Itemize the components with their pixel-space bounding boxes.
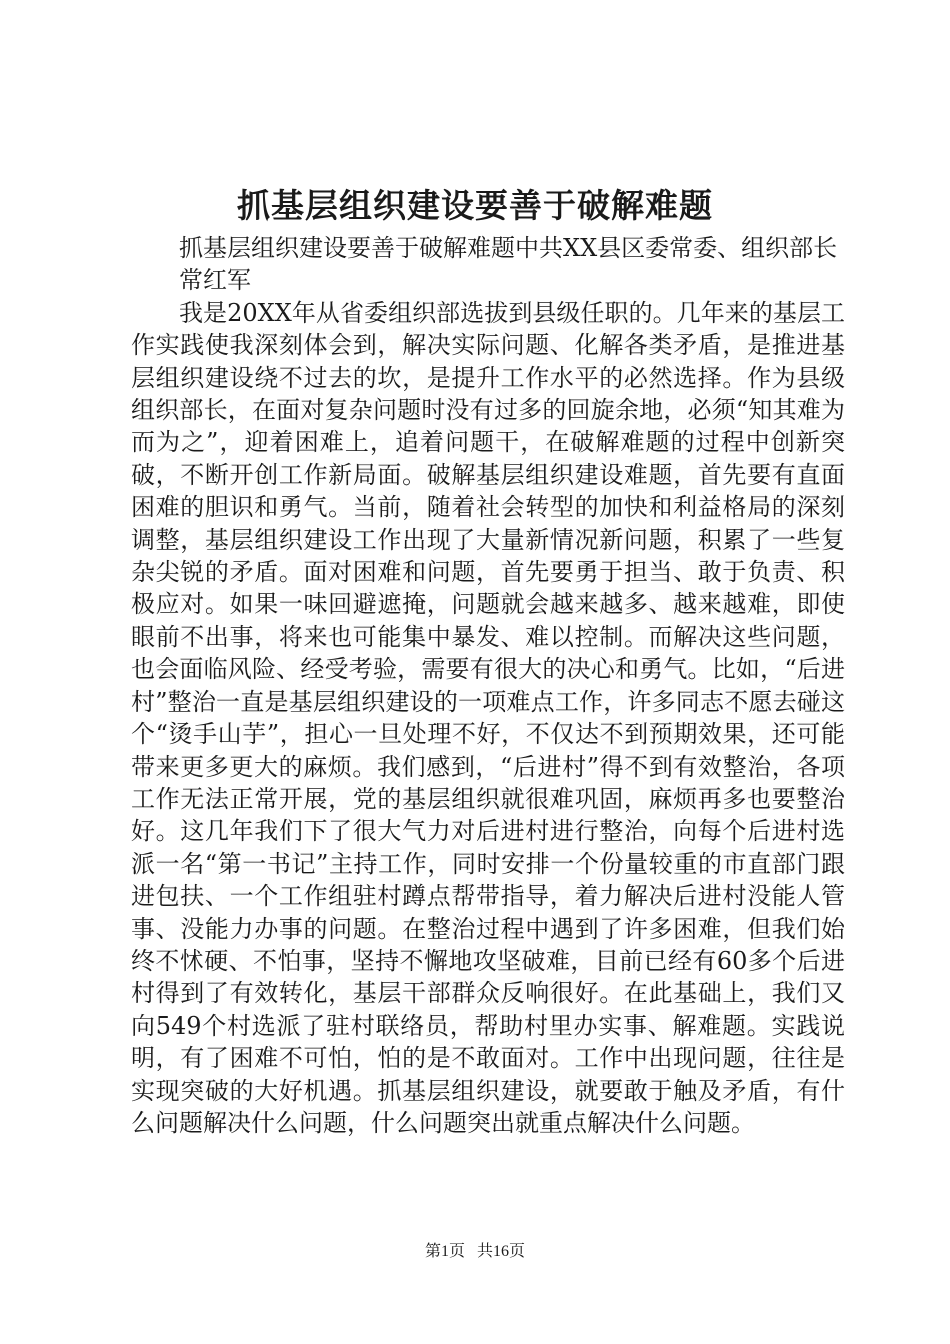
author-name: 常红军 (179, 266, 251, 295)
page-total: 共16页 (477, 1243, 526, 1260)
document-body (131, 232, 845, 1139)
body-paragraph: 我是20XX年从省委组织部选拔到县级任职的。几年来的基层工作实践使我深刻体会到，解决实际问题、化解各类矛盾，是推进基层组织建设绕不过去的坎，是提升工作水平的必然选择。作为县级组织部长，在面对复杂问题时没有过多的回旋余地，必须“知其难为而为之”，迎着困难上，追着问题干，在破解难题的过程中创新突破，不断开创工作新局面。破解基层组织建设难题，首先要有直面困难的胆识和勇气。当前，随着社会转型的加快和利益格局的深刻调整，基层组织建设工作出现了大量新情况新问题，积累了一些复杂尖锐的矛盾。面对困难和问题，首先要勇于担当、敢于负责、积极应对。如果一味回避遮掩，问题就会越来越多、越来越难，即使眼前不出事，将来也可能集中暴发、难以控制。而解决这些问题，也会面临风险、经受考验，需要有很大的决心和勇气。比如，“后进村”整治一直是基层组织建设的一项难点工作，许多同志不愿去碰这个“烫手山芋”，担心一旦处理不好，不仅达不到预期效果，还可能带来更多更大的麻烦。我们感到，“后进村”得不到有效整治，各项工作无法正常开展，党的基层组织就很难巩固，麻烦再多也要整治好。这几年我们下了很大气力对后进村进行整治，向每个后进村选派一名“第一书记”主持工作，同时安排一个份量较重的市直部门跟进包扶、一个工作组驻村蹲点帮带指导，着力解决后进村没能人管事、没能力办事的问题。在整治过程中遇到了许多困难，但我们始终不怵硬、不怕事，坚持不懈地攻坚破难，目前已经有60多个后进村得到了有效转化，基层干部群众反响很好。在此基础上，我们又向549个村选派了驻村联络员，帮助村里办实事、解难题。实践说明，有了困难不可怕，怕的是不敢面对。工作中出现问题，往往是实现突破的大好机遇。抓基层组织建设，就要敢于触及矛盾，有什么问题解决什么问题，什么问题突出就重点解决什么问题。 (131, 298, 845, 1137)
page-number: 第1页 (424, 1243, 465, 1260)
byline-paragraph: 抓基层组织建设要善于破解难题中共XX县区委常委、组织部长 (179, 234, 838, 262)
document-title: 抓基层组织建设要善于破解难题 (237, 186, 713, 225)
page-footer (0, 1240, 950, 1264)
